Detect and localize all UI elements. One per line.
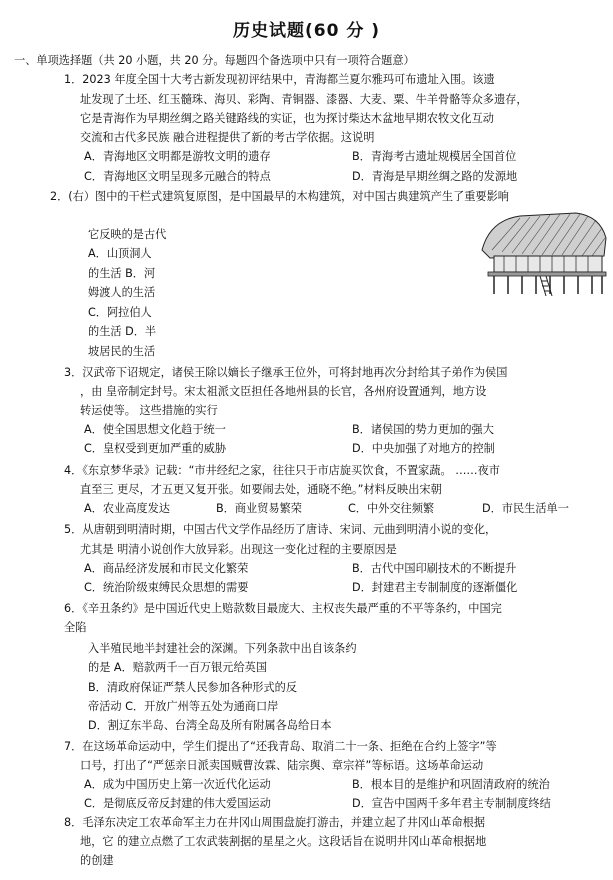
q2-line-6: 的生活 D．半 [88, 325, 157, 338]
section-heading: 一、单项选择题（共 20 小题，共 20 分。每题四个备选项中只有一项符合题意） [14, 54, 415, 67]
q5-line-1: 5．从唐朝到明清时期，中国古代文学作品经历了唐诗、宋词、元曲到明清小说的变化， [64, 523, 497, 536]
q2-stem: 2．(右）图中的干栏式建筑复原图，是中国最早的木构建筑，对中国古典建筑产生了重要影响 [50, 190, 509, 203]
q4-option-b: B．商业贸易繁荣 [216, 502, 302, 515]
q7-option-c: C．是彻底反帝反封建的伟大爱国运动 [84, 797, 271, 810]
q1-option-d: D．青海是早期丝绸之路的发源地 [352, 170, 518, 183]
q6-line-1: 6．《辛丑条约》是中国近代史上赔款数目最庞大、主权丧失最严重的不平等条约，中国完 [64, 602, 502, 615]
q3-line-3: 转运使等。 这些措施的实行 [80, 404, 218, 417]
q8-line-2: 地，它 的建立点燃了工农武装割据的星星之火。这段话旨在说明井冈山革命根据地 [80, 835, 487, 848]
q1-option-a: A．青海地区文明都是游牧文明的遗存 [84, 150, 271, 163]
q3-option-c: C．皇权受到更加严重的威胁 [84, 442, 227, 455]
q5-option-c: C．统治阶级束缚民众思想的需要 [84, 581, 249, 594]
q5-option-a: A．商品经济发展和市民文化繁荣 [84, 562, 249, 575]
q7-line-2: 口号，打出了“严惩亲日派卖国贼曹汝霖、陆宗舆、章宗祥”等标语。这场革命运动 [80, 759, 484, 772]
q3-option-a: A．使全国思想文化趋于统一 [84, 423, 226, 436]
q6-option-a: 的是 A．赔款两千一百万银元给英国 [88, 661, 268, 674]
q4-line-1: 4．《东京梦华录》记载：“市井经纪之家，往往只于市店旋买饮食，不置家蔬。 ……夜市 [64, 464, 500, 477]
q1-option-b: B．青海考古遗址规模居全国首位 [352, 150, 517, 163]
stilt-house-illustration [480, 210, 608, 296]
q2-option-c: C．阿拉伯人 [88, 306, 152, 319]
q5-line-2: 尤其是 明清小说创作大放异彩。出现这一变化过程的主要原因是 [80, 543, 397, 556]
q3-option-d: D．中央加强了对地方的控制 [352, 442, 495, 455]
q2-line-7: 坡居民的生活 [88, 345, 156, 358]
q1-option-c: C．青海地区文明呈现多元融合的特点 [84, 170, 271, 183]
q1-line-1: 1．2023 年度全国十大考古新发现初评结果中，青海都兰夏尔雅玛可布遗址入围。该遗 [64, 73, 495, 86]
page-title: 历史试题(60 分 ) [232, 21, 381, 41]
q4-option-c: C．中外交往频繁 [348, 502, 435, 515]
q6-option-b: B．清政府保证严禁人民参加各种形式的反 [88, 681, 298, 694]
q8-line-1: 8．毛泽东决定工农革命军主力在井冈山周围盘旋打游击，并建立起了井冈山革命根据 [64, 816, 486, 829]
q4-option-d: D．市民生活单一 [482, 502, 569, 515]
q1-line-2: 址发现了土坯、红玉髓珠、海贝、彩陶、青铜器、漆器、大麦、粟、牛羊骨骼等众多遗存， [80, 93, 528, 106]
q6-option-c: 帝活动 C．开放广州等五处为通商口岸 [88, 700, 279, 713]
q8-line-3: 的创建 [80, 854, 114, 867]
q5-option-d: D．封建君主专制制度的逐渐僵化 [352, 581, 518, 594]
q7-option-a: A．成为中国历史上第一次近代化运动 [84, 778, 271, 791]
q1-line-4: 交流和古代多民族 融合进程提供了新的考古学依据。这说明 [80, 131, 375, 144]
q7-option-b: B．根本目的是维护和巩固清政府的统治 [352, 778, 550, 791]
q6-line-3: 入半殖民地半封建社会的深渊。下列条款中出自该条约 [88, 642, 357, 655]
q6-option-d: D．割辽东半岛、台湾全岛及所有附属各岛给日本 [88, 719, 332, 732]
q7-line-1: 7．在这场革命运动中，学生们提出了“还我青岛、取消二十一条、拒绝在合约上签字”等 [64, 740, 497, 753]
q6-line-2: 全陷 [64, 621, 87, 634]
q4-option-a: A．农业高度发达 [84, 502, 170, 515]
q4-line-2: 直至三 更尽，才五更又复开张。如要闹去处，通晓不绝。”材料反映出宋朝 [80, 483, 442, 496]
q3-option-b: B．诸侯国的势力更加的强大 [352, 423, 494, 436]
q3-line-1: 3．汉武帝下诏规定，诸侯王除以嫡长子继承王位外，可将封地再次分封给其子弟作为侯国 [64, 366, 508, 379]
q2-line-1: 它反映的是古代 [88, 228, 167, 241]
q5-option-b: B．古代中国印刷技术的不断提升 [352, 562, 517, 575]
q1-line-3: 它是青海作为早期丝绸之路关键路线的实证，也为探讨柴达木盆地早期农牧文化互动 [80, 112, 494, 125]
q2-line-4: 姆渡人的生活 [88, 286, 156, 299]
q3-line-2: ，由 皇帝制定封号。宋太祖派文臣担任各地州县的长官，各州府设置通判，地方设 [80, 385, 487, 398]
q2-line-3: 的生活 B．河 [88, 267, 156, 280]
q2-option-a: A．山顶洞人 [88, 247, 152, 260]
q7-option-d: D．宣告中国两千多年君主专制制度终结 [352, 797, 551, 810]
